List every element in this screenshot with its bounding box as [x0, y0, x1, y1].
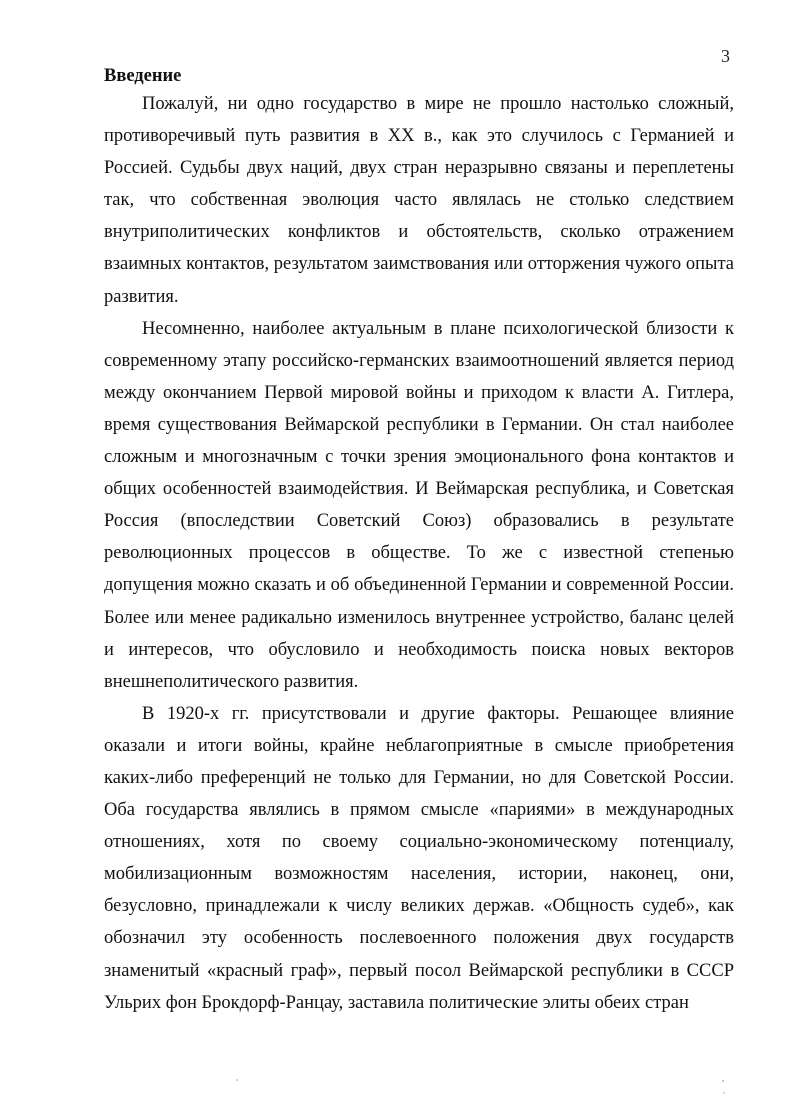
page-number: 3: [721, 46, 730, 66]
scan-speck: [236, 1079, 238, 1081]
body-text: [104, 88, 734, 1019]
section-heading: Введение: [104, 66, 182, 86]
scan-speck: [722, 1080, 724, 1082]
paragraph-1: Пожалуй, ни одно государство в мире не прошло настолько сложный, противоречивый путь развития в XX в., как это случилось с Германией и Россией. Судьбы двух наций, двух стран неразрывно связаны и переплетены так, что собственная эволюция часто являлась не столько следствием внутриполитических конфликтов и обстоятельств, сколько отражением взаимных контактов, результатом заимствования или отторжения чужого опыта развития.: [104, 94, 734, 307]
paragraph-3: В 1920-х гг. присутствовали и другие факторы. Решающее влияние оказали и итоги войны, крайне неблагоприятные в смысле приобретения каких-либо преференций не только для Германии, но для Советской России. Оба государства являлись в прямом смысле «париями» в международных отношениях, хотя по своему социально-экономическому потенциалу, мобилизационным возможностям населения, истории, наконец, они, безусловно, принадлежали к числу великих держав. «Общность судеб», как обозначил эту особенность послевоенного положения двух государств знаменитый «красный граф», первый посол Веймарской республики в СССР Ульрих фон Брокдорф-Ранцау, заставила политические элиты обеих стран: [104, 703, 734, 1013]
paragraph-2: Несомненно, наиболее актуальным в плане психологической близости к современному этапу российско-германских взаимоотношений является период между окончанием Первой мировой войны и приходом к власти А. Гитлера, время существования Веймарской республики в Германии. Он стал наиболее сложным и многозначным с точки зрения эмоционального фона контактов и общих особенностей взаимодействия. И Веймарская республика, и Советская Россия (впоследствии Советский Союз) образовались в результате революционных процессов в обществе. То же с известной степенью допущения можно сказать и об объединенной Германии и современной России. Более или менее радикально изменилось внутреннее устройство, баланс целей и интересов, что обусловило и необходимость поиска новых векторов внешнеполитического развития.: [104, 318, 734, 692]
scan-speck: [723, 1092, 725, 1094]
